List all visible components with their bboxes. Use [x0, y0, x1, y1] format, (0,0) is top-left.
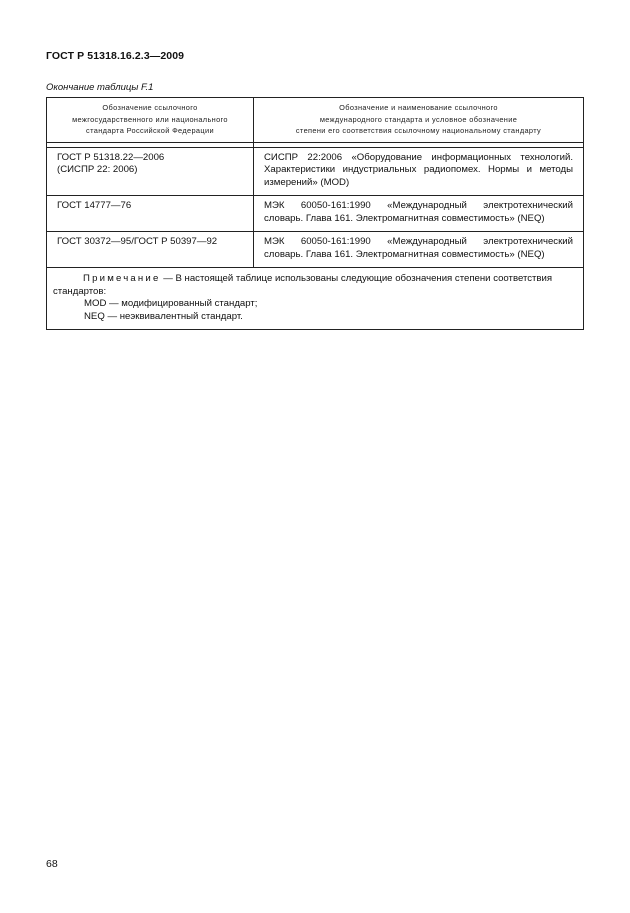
note-label: Примечание: [83, 273, 161, 284]
international-standard-cell: МЭК 60050-161:1990 «Международный электротехнический словарь. Глава 161. Электромагнитная совместимость» (NEQ): [254, 232, 584, 268]
table-row: [47, 196, 584, 232]
reference-standards-table: [46, 97, 584, 330]
header-line: Обозначение и наименование ссылочного: [339, 103, 498, 112]
table-row: [47, 232, 584, 268]
national-standard-cell: [47, 232, 254, 268]
note-item: MOD — модифицированный стандарт;: [84, 298, 258, 309]
page-number: 68: [46, 858, 58, 870]
note-item: NEQ — неэквивалентный стандарт.: [84, 310, 243, 322]
table-note-row: [47, 268, 584, 330]
national-standard-cell: [47, 196, 254, 232]
international-standard-cell: МЭК 60050-161:1990 «Международный электротехнический словарь. Глава 161. Электромагнитная совместимость» (NEQ): [254, 196, 584, 232]
column-header-national: [47, 98, 254, 143]
national-standard-line: ГОСТ Р 51318.22—2006: [57, 151, 165, 163]
national-standard-line: ГОСТ 30372—95/ГОСТ Р 50397—92: [57, 236, 218, 247]
header-line: Обозначение ссылочного: [102, 103, 198, 112]
note-text: [53, 273, 577, 298]
header-line: международного стандарта и условное обозначение: [319, 114, 518, 124]
header-line: межгосударственного или национального: [72, 114, 228, 124]
header-line: стандарта Российской Федерации: [86, 126, 214, 135]
header-line: степени его соответствия ссылочному национальному стандарту: [295, 126, 542, 135]
national-standard-line: (СИСПР 22: 2006): [57, 164, 138, 175]
international-standard-cell: СИСПР 22:2006 «Оборудование информационных технологий. Характеристики индустриальных радиопомех. Нормы и методы измерений» (MOD): [254, 147, 584, 196]
national-standard-line: ГОСТ 14777—76: [57, 200, 132, 211]
column-header-international: [254, 98, 584, 143]
document-code-header: ГОСТ Р 51318.16.2.3—2009: [46, 50, 185, 62]
table-note: [47, 268, 584, 330]
table-caption: Окончание таблицы F.1: [46, 82, 154, 93]
note-body: — В настоящей таблице использованы следующие обозначения степени соответствия стандартов:: [53, 273, 553, 297]
table-row: [47, 147, 584, 196]
national-standard-cell: [47, 147, 254, 196]
table-header-row: [47, 98, 584, 143]
